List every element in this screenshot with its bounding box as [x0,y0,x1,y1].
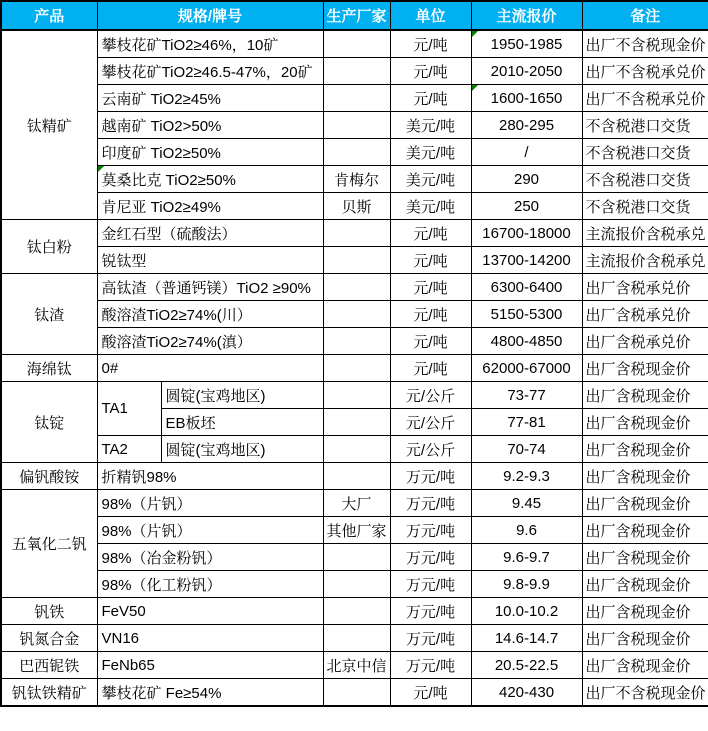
table-row [1,652,708,679]
cell-unit: 美元/吨 [390,112,471,139]
cell-price: 290 [471,166,582,193]
cell-note: 不含税港口交货 [582,112,708,139]
cell-spec: 折精钒98% [97,463,323,490]
table-row [1,247,708,274]
cell-unit: 元/公斤 [390,382,471,409]
cell-manufacturer [323,544,390,571]
cell-price [471,30,582,58]
header-row [1,1,708,30]
cell-price: 4800-4850 [471,328,582,355]
table-row [1,517,708,544]
table-row [1,571,708,598]
cell-product: 钛锭 [1,382,97,463]
cell-price: 9.45 [471,490,582,517]
table-row [1,490,708,517]
table-row [1,463,708,490]
cell-manufacturer [323,571,390,598]
cell-note: 不含税港口交货 [582,193,708,220]
cell-manufacturer [323,112,390,139]
table-row [1,679,708,707]
table-row [1,625,708,652]
cell-unit: 万元/吨 [390,625,471,652]
cell-price: 5150-5300 [471,301,582,328]
cell-note: 主流报价含税承兑 [582,220,708,247]
cell-price: 9.6-9.7 [471,544,582,571]
cell-unit: 美元/吨 [390,166,471,193]
table-row [1,85,708,112]
table-row [1,274,708,301]
cell-note: 出厂含税现金价 [582,463,708,490]
cell-manufacturer [323,58,390,85]
header-manufacturer: 生产厂家 [323,1,390,30]
cell-spec: VN16 [97,625,323,652]
comment-indicator-icon [472,85,478,91]
cell-spec: 圆锭(宝鸡地区) [161,382,323,409]
cell-product: 钛白粉 [1,220,97,274]
cell-unit: 元/吨 [390,58,471,85]
cell-spec: 攀枝花矿 Fe≥54% [97,679,323,707]
table-row [1,112,708,139]
cell-unit: 元/吨 [390,301,471,328]
cell-price: 280-295 [471,112,582,139]
cell-price: 9.6 [471,517,582,544]
cell-unit: 元/吨 [390,220,471,247]
cell-product: 偏钒酸铵 [1,463,97,490]
cell-price: 420-430 [471,679,582,707]
cell-manufacturer [323,220,390,247]
cell-spec: FeV50 [97,598,323,625]
cell-product: 海绵钛 [1,355,97,382]
cell-note: 出厂含税现金价 [582,517,708,544]
cell-note: 出厂不含税承兑价 [582,85,708,112]
cell-manufacturer: 北京中信 [323,652,390,679]
table-row [1,436,708,463]
cell-spec: 98%（冶金粉钒） [97,544,323,571]
cell-spec: 锐钛型 [97,247,323,274]
cell-note: 出厂不含税承兑价 [582,58,708,85]
cell-manufacturer [323,409,390,436]
cell-spec: 金红石型（硫酸法） [97,220,323,247]
cell-spec: 攀枝花矿TiO2≥46.5-47%，20矿 [97,58,323,85]
header-note: 备注 [582,1,708,30]
cell-unit: 元/吨 [390,274,471,301]
cell-manufacturer [323,382,390,409]
table-row [1,328,708,355]
cell-unit: 美元/吨 [390,193,471,220]
header-unit: 单位 [390,1,471,30]
cell-note: 出厂含税承兑价 [582,301,708,328]
cell-spec: 高钛渣（普通钙镁）TiO2 ≥90% [97,274,323,301]
table-row [1,382,708,409]
cell-price: 250 [471,193,582,220]
cell-price: 62000-67000 [471,355,582,382]
cell-product: 钛精矿 [1,30,97,220]
cell-spec: 0# [97,355,323,382]
cell-manufacturer: 贝斯 [323,193,390,220]
cell-spec: 98%（化工粉钒） [97,571,323,598]
cell-note: 出厂含税现金价 [582,598,708,625]
cell-manufacturer [323,679,390,707]
cell-spec: 肯尼亚 TiO2≥49% [97,193,323,220]
cell-price: 14.6-14.7 [471,625,582,652]
cell-spec: 酸溶渣TiO2≥74%(滇） [97,328,323,355]
cell-price: 70-74 [471,436,582,463]
cell-product: 钒氮合金 [1,625,97,652]
cell-manufacturer [323,463,390,490]
cell-spec: 圆锭(宝鸡地区) [161,436,323,463]
cell-manufacturer [323,301,390,328]
cell-price: 77-81 [471,409,582,436]
cell-price [471,85,582,112]
cell-manufacturer [323,598,390,625]
cell-price: 20.5-22.5 [471,652,582,679]
cell-unit: 元/吨 [390,85,471,112]
header-price: 主流报价 [471,1,582,30]
cell-manufacturer [323,355,390,382]
cell-price: 9.8-9.9 [471,571,582,598]
cell-unit: 元/吨 [390,328,471,355]
cell-note: 出厂含税承兑价 [582,328,708,355]
cell-manufacturer: 肯梅尔 [323,166,390,193]
cell-price: / [471,139,582,166]
cell-price: 2010-2050 [471,58,582,85]
price-value: 1600-1650 [490,89,563,107]
cell-price: 6300-6400 [471,274,582,301]
cell-product: 钛渣 [1,274,97,355]
cell-unit: 元/吨 [390,247,471,274]
cell-manufacturer [323,274,390,301]
cell-spec: 攀枝花矿TiO2≥46%，10矿 [97,30,323,58]
cell-spec [97,166,323,193]
cell-manufacturer [323,436,390,463]
cell-spec: 98%（片钒） [97,517,323,544]
cell-grade: TA2 [97,436,161,463]
table-row [1,139,708,166]
cell-spec: 云南矿 TiO2≥45% [97,85,323,112]
table-row [1,301,708,328]
cell-spec: 印度矿 TiO2≥50% [97,139,323,166]
cell-note: 出厂含税现金价 [582,355,708,382]
cell-spec: 98%（片钒） [97,490,323,517]
cell-note: 出厂含税承兑价 [582,274,708,301]
cell-unit: 元/公斤 [390,409,471,436]
cell-manufacturer [323,328,390,355]
cell-manufacturer: 大厂 [323,490,390,517]
cell-manufacturer [323,85,390,112]
cell-unit: 万元/吨 [390,652,471,679]
table-row [1,598,708,625]
cell-price: 10.0-10.2 [471,598,582,625]
cell-note: 出厂含税现金价 [582,544,708,571]
cell-price: 9.2-9.3 [471,463,582,490]
cell-price: 16700-18000 [471,220,582,247]
cell-unit: 万元/吨 [390,463,471,490]
cell-product: 钒铁 [1,598,97,625]
cell-spec: FeNb65 [97,652,323,679]
cell-note: 不含税港口交货 [582,166,708,193]
cell-product: 五氧化二钒 [1,490,97,598]
cell-note: 出厂含税现金价 [582,652,708,679]
cell-manufacturer [323,30,390,58]
cell-note: 不含税港口交货 [582,139,708,166]
cell-manufacturer: 其他厂家 [323,517,390,544]
cell-unit: 元/吨 [390,355,471,382]
table-row [1,544,708,571]
cell-unit: 万元/吨 [390,490,471,517]
cell-unit: 万元/吨 [390,517,471,544]
cell-unit: 万元/吨 [390,598,471,625]
cell-manufacturer [323,247,390,274]
cell-product: 巴西铌铁 [1,652,97,679]
header-spec: 规格/牌号 [97,1,323,30]
table-row [1,166,708,193]
cell-unit: 元/公斤 [390,436,471,463]
table-row [1,30,708,58]
cell-note: 出厂含税现金价 [582,625,708,652]
cell-unit: 万元/吨 [390,571,471,598]
cell-manufacturer [323,139,390,166]
cell-note: 出厂含税现金价 [582,571,708,598]
cell-note: 出厂含税现金价 [582,382,708,409]
cell-note: 主流报价含税承兑 [582,247,708,274]
cell-grade: TA1 [97,382,161,436]
cell-product: 钒钛铁精矿 [1,679,97,707]
cell-price: 13700-14200 [471,247,582,274]
cell-unit: 元/吨 [390,679,471,707]
table-row [1,193,708,220]
price-value: 1950-1985 [490,35,563,53]
table-row [1,355,708,382]
cell-price: 73-77 [471,382,582,409]
cell-spec: 酸溶渣TiO2≥74%(川） [97,301,323,328]
table-row [1,220,708,247]
comment-indicator-icon [472,31,478,37]
cell-note: 出厂不含税现金价 [582,30,708,58]
cell-unit: 万元/吨 [390,544,471,571]
cell-spec: EB板坯 [161,409,323,436]
comment-indicator-icon [98,166,104,172]
cell-spec: 越南矿 TiO2>50% [97,112,323,139]
cell-unit: 美元/吨 [390,139,471,166]
table-row [1,58,708,85]
cell-note: 出厂含税现金价 [582,409,708,436]
cell-unit: 元/吨 [390,30,471,58]
header-product: 产品 [1,1,97,30]
cell-note: 出厂不含税现金价 [582,679,708,707]
cell-note: 出厂含税现金价 [582,436,708,463]
spec-value: 莫桑比克 TiO2≥50% [101,171,236,189]
cell-note: 出厂含税现金价 [582,490,708,517]
cell-manufacturer [323,625,390,652]
